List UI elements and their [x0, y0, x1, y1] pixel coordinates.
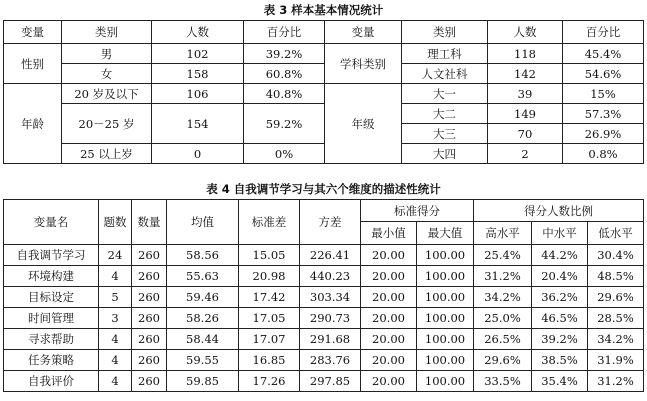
column-header: 百分比 — [244, 21, 325, 44]
table-row — [4, 144, 644, 164]
column-header: 最大值 — [417, 222, 474, 245]
table-cell: 24 — [99, 245, 132, 266]
table-cell: 46.5% — [532, 308, 588, 329]
table-cell: 30.4% — [588, 245, 644, 266]
table-cell: 100.00 — [417, 287, 474, 308]
table-cell: 40.8% — [244, 84, 325, 104]
table-cell: 15.05 — [239, 245, 300, 266]
table-cell: 55.63 — [167, 266, 239, 287]
table-cell: 20.98 — [239, 266, 300, 287]
table-cell: 31.2% — [474, 266, 532, 287]
row-label: 自我调节学习 — [4, 245, 99, 266]
table-cell: 260 — [132, 329, 167, 350]
table-cell: 100.00 — [417, 266, 474, 287]
column-header: 类别 — [62, 21, 152, 44]
table-cell: 31.9% — [588, 350, 644, 371]
table-cell: 45.4% — [563, 44, 644, 64]
table-cell: 260 — [132, 371, 167, 392]
table-cell: 149 — [488, 104, 563, 124]
table-cell: 154 — [152, 104, 244, 144]
table-cell: 102 — [152, 44, 244, 64]
table-cell: 106 — [152, 84, 244, 104]
table-header-row — [4, 21, 644, 44]
table-cell: 17.26 — [239, 371, 300, 392]
table-cell: 26.5% — [474, 329, 532, 350]
table-cell: 54.6% — [563, 64, 644, 84]
table3-caption: 表 3 样本基本情况统计 — [263, 3, 384, 17]
column-header: 类别 — [402, 21, 488, 44]
column-header: 变量名 — [4, 200, 99, 245]
table-cell: 59.55 — [167, 350, 239, 371]
table-cell: 100.00 — [417, 350, 474, 371]
table-cell: 39.2% — [532, 329, 588, 350]
column-header: 人数 — [488, 21, 563, 44]
table-cell: 100.00 — [417, 308, 474, 329]
table-cell: 440.23 — [300, 266, 361, 287]
table-cell: 70 — [488, 124, 563, 144]
variable-cell: 年龄 — [4, 84, 62, 164]
table-cell: 人文社科 — [402, 64, 488, 84]
table-cell: 290.73 — [300, 308, 361, 329]
table-cell: 34.2% — [588, 329, 644, 350]
table-cell: 100.00 — [417, 371, 474, 392]
table-cell: 大四 — [402, 144, 488, 164]
table-row — [4, 245, 644, 266]
row-label: 目标设定 — [4, 287, 99, 308]
table-cell: 297.85 — [300, 371, 361, 392]
table-cell: 303.34 — [300, 287, 361, 308]
table4-caption: 表 4 自我调节学习与其六个维度的描述性统计 — [206, 182, 441, 196]
table-cell: 0 — [152, 144, 244, 164]
table-cell: 29.6% — [474, 350, 532, 371]
table-cell: 142 — [488, 64, 563, 84]
row-label: 寻求帮助 — [4, 329, 99, 350]
column-header: 数量 — [132, 200, 167, 245]
table-cell: 2 — [488, 144, 563, 164]
table-cell: 大三 — [402, 124, 488, 144]
table-cell: 57.3% — [563, 104, 644, 124]
column-header: 最小值 — [361, 222, 417, 245]
table-cell: 29.6% — [588, 287, 644, 308]
table-cell: 大一 — [402, 84, 488, 104]
column-header: 高水平 — [474, 222, 532, 245]
table-cell: 260 — [132, 245, 167, 266]
column-header: 题数 — [99, 200, 132, 245]
table-row — [4, 287, 644, 308]
table-cell: 158 — [152, 64, 244, 84]
table-row — [4, 371, 644, 392]
table-cell: 0% — [244, 144, 325, 164]
table-cell: 59.2% — [244, 104, 325, 144]
table-cell: 男 — [62, 44, 152, 64]
table-cell: 20.00 — [361, 245, 417, 266]
table-cell: 3 — [99, 308, 132, 329]
table-cell: 25.4% — [474, 245, 532, 266]
table-row — [4, 84, 644, 104]
column-group-header: 得分人数比例 — [474, 200, 644, 222]
table-cell: 20.4% — [532, 266, 588, 287]
table-cell: 38.5% — [532, 350, 588, 371]
table-body — [4, 245, 644, 392]
table-cell: 31.2% — [588, 371, 644, 392]
column-header: 均值 — [167, 200, 239, 245]
table-cell: 20.00 — [361, 308, 417, 329]
table-cell: 100.00 — [417, 245, 474, 266]
table-cell: 20－25 岁 — [62, 104, 152, 144]
row-label: 任务策略 — [4, 350, 99, 371]
row-label: 自我评价 — [4, 371, 99, 392]
table-cell: 20.00 — [361, 287, 417, 308]
table-cell: 20.00 — [361, 329, 417, 350]
table-row — [4, 350, 644, 371]
variable-cell: 年级 — [325, 84, 402, 164]
table-cell: 260 — [132, 287, 167, 308]
table-row — [4, 308, 644, 329]
row-label: 时间管理 — [4, 308, 99, 329]
table-cell: 260 — [132, 308, 167, 329]
variable-cell: 性别 — [4, 44, 62, 84]
table-cell: 17.05 — [239, 308, 300, 329]
table-row — [4, 329, 644, 350]
table-row — [4, 104, 644, 124]
column-header: 人数 — [152, 21, 244, 44]
table-cell: 5 — [99, 287, 132, 308]
column-header: 标准差 — [239, 200, 300, 245]
table-row — [4, 64, 644, 84]
variable-cell: 学科类别 — [325, 44, 402, 84]
table-cell: 35.4% — [532, 371, 588, 392]
table-cell: 34.2% — [474, 287, 532, 308]
table-cell: 260 — [132, 350, 167, 371]
row-label: 环境构建 — [4, 266, 99, 287]
table-cell: 20.00 — [361, 266, 417, 287]
table-cell: 58.26 — [167, 308, 239, 329]
column-header: 中水平 — [532, 222, 588, 245]
table-cell: 28.5% — [588, 308, 644, 329]
descriptive-stats-table — [3, 199, 644, 392]
table-cell: 58.56 — [167, 245, 239, 266]
table-cell: 58.44 — [167, 329, 239, 350]
table-cell: 44.2% — [532, 245, 588, 266]
table-row — [4, 44, 644, 64]
table-header-row — [4, 200, 644, 222]
table-cell: 大二 — [402, 104, 488, 124]
table-cell: 60.8% — [244, 64, 325, 84]
table-cell: 291.68 — [300, 329, 361, 350]
table-cell: 4 — [99, 371, 132, 392]
table-cell: 25 以上岁 — [62, 144, 152, 164]
table-cell: 39 — [488, 84, 563, 104]
table-cell: 女 — [62, 64, 152, 84]
table-cell: 20.00 — [361, 350, 417, 371]
column-header: 方差 — [300, 200, 361, 245]
column-header: 变量 — [325, 21, 402, 44]
table-cell: 26.9% — [563, 124, 644, 144]
table-cell: 260 — [132, 266, 167, 287]
table-cell: 0.8% — [563, 144, 644, 164]
table-cell: 48.5% — [588, 266, 644, 287]
table-cell: 4 — [99, 329, 132, 350]
table-cell: 59.85 — [167, 371, 239, 392]
table-cell: 59.46 — [167, 287, 239, 308]
table-cell: 283.76 — [300, 350, 361, 371]
table-cell: 20 岁及以下 — [62, 84, 152, 104]
table-cell: 4 — [99, 266, 132, 287]
table-cell: 20.00 — [361, 371, 417, 392]
table-cell: 17.07 — [239, 329, 300, 350]
column-group-header: 标准得分 — [361, 200, 474, 222]
sample-info-table — [3, 20, 644, 164]
column-header: 百分比 — [563, 21, 644, 44]
table-cell: 17.42 — [239, 287, 300, 308]
table-cell: 118 — [488, 44, 563, 64]
table-cell: 25.0% — [474, 308, 532, 329]
column-header: 低水平 — [588, 222, 644, 245]
table-cell: 226.41 — [300, 245, 361, 266]
column-header: 变量 — [4, 21, 62, 44]
table-cell: 39.2% — [244, 44, 325, 64]
table-cell: 15% — [563, 84, 644, 104]
table-cell: 4 — [99, 350, 132, 371]
table-cell: 33.5% — [474, 371, 532, 392]
table-cell: 16.85 — [239, 350, 300, 371]
table-row — [4, 266, 644, 287]
table-cell: 36.2% — [532, 287, 588, 308]
table-cell: 理工科 — [402, 44, 488, 64]
table-cell: 100.00 — [417, 329, 474, 350]
